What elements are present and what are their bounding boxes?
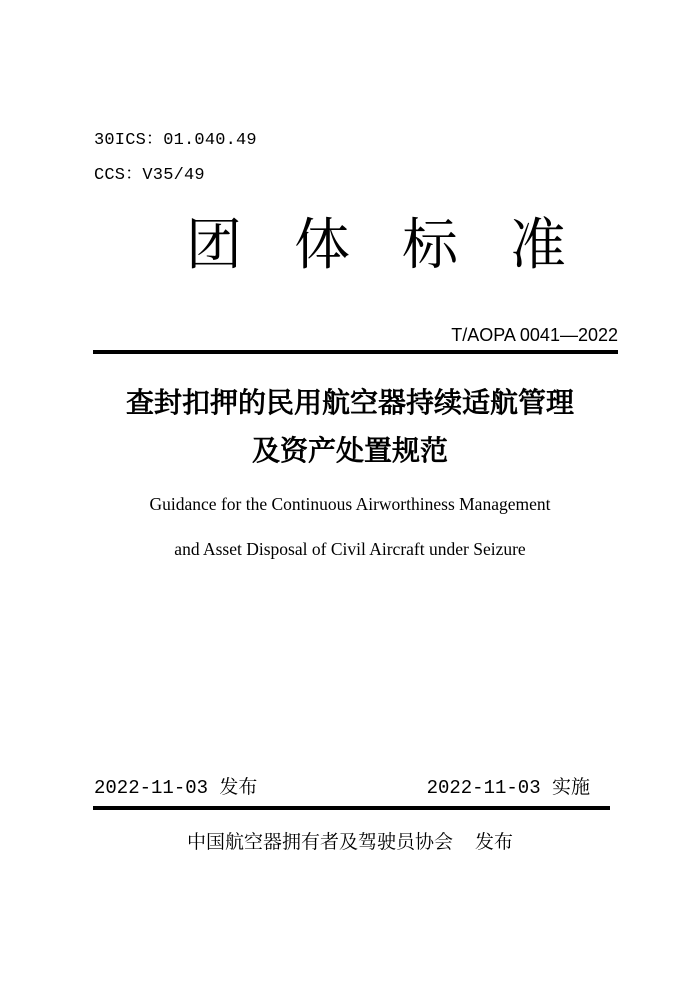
implement-date: 2022-11-03 实施 (426, 777, 590, 799)
standard-type-title (186, 210, 566, 280)
ccs-code: CCS：V35/49 (94, 166, 205, 185)
chinese-title-line-2: 及资产处置规范 (251, 436, 448, 467)
chinese-title-line-1: 查封扣押的民用航空器持续适航管理 (125, 388, 574, 419)
publisher-action: 发布 (475, 832, 514, 853)
bottom-divider (93, 806, 610, 810)
issue-date: 2022-11-03 发布 (94, 777, 258, 799)
top-divider (93, 350, 618, 354)
ics-code: 30ICS：01.040.49 (94, 131, 257, 150)
standard-type-char: 准 (510, 213, 566, 276)
publisher-line (0, 830, 700, 856)
standard-type-char: 团 (186, 213, 242, 276)
english-title-line-2: and Asset Disposal of Civil Aircraft under Seizure (174, 539, 526, 559)
standard-code: T/AOPA 0041—2022 (451, 325, 618, 345)
standard-type-char: 标 (402, 213, 458, 276)
standard-type-char: 体 (294, 213, 350, 276)
publisher-name: 中国航空器拥有者及驾驶员协会 (186, 832, 453, 853)
english-title-line-1: Guidance for the Continuous Airworthiness Management (149, 494, 551, 514)
